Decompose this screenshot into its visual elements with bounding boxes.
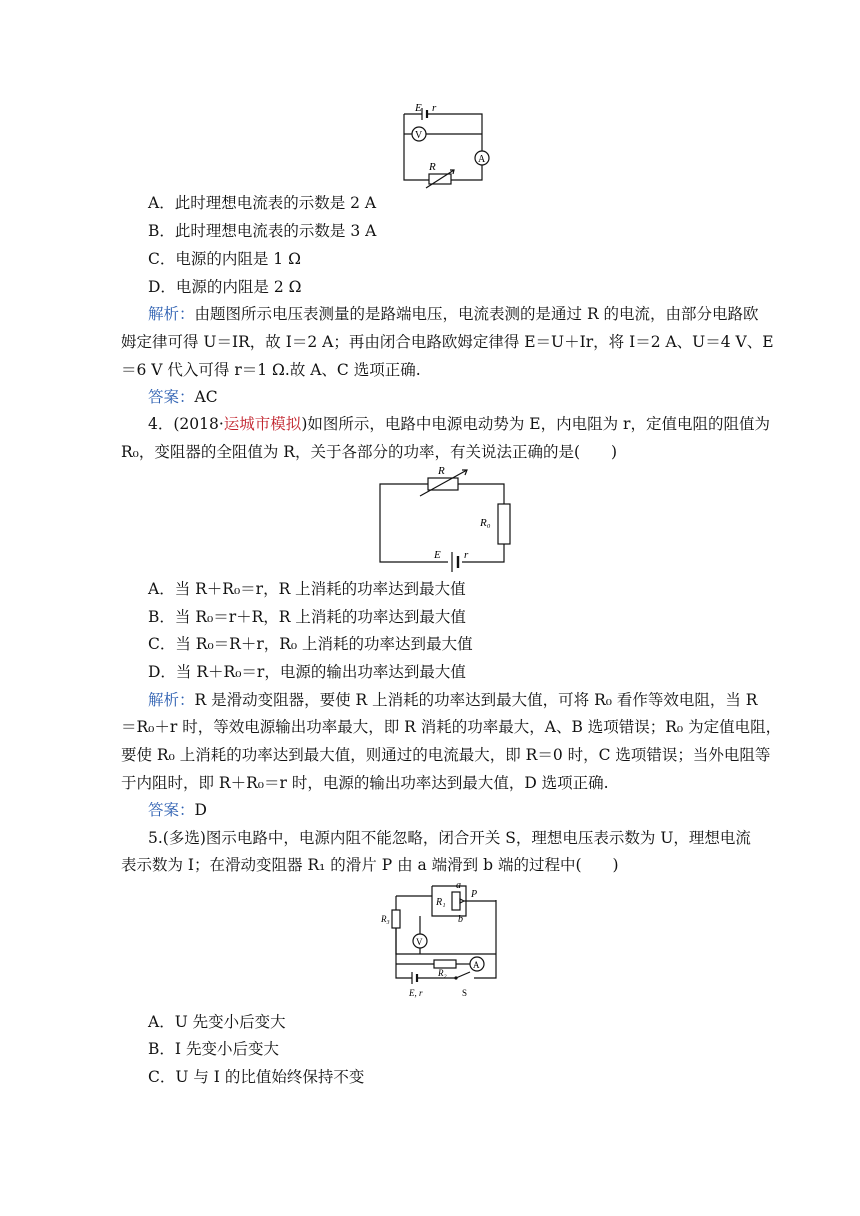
q3-fig-E: E <box>415 102 422 114</box>
q3-analysis-line2: 姆定律可得 U＝IR，故 I＝2 A；再由闭合电路欧姆定律得 E＝U＋Ir，将 I＝2 A、U＝4 V、E <box>121 333 774 351</box>
q3-answer-value: AC <box>194 388 218 406</box>
q4-source: 运城市模拟 <box>223 415 302 433</box>
q4-option-c: C．当 R₀＝R＋r，R₀ 上消耗的功率达到最大值 <box>148 635 473 653</box>
q4-fig-R: R <box>438 465 445 477</box>
q4-analysis-line1: 解析：R 是滑动变阻器，要使 R 上消耗的功率达到最大值，可将 R₀ 看作等效电阻，当 R <box>148 691 758 709</box>
q3-option-b: B．此时理想电流表的示数是 3 A <box>148 222 377 240</box>
q3-analysis-label: 解析： <box>148 305 195 323</box>
q3-fig-r: r <box>432 102 437 114</box>
q4-answer-value: D <box>194 801 207 819</box>
q3-fig-V: V <box>415 130 423 141</box>
q5-fig-V: V <box>416 937 423 947</box>
q5-stem-line2: 表示数为 I；在滑动变阻器 R₁ 的滑片 P 由 a 端滑到 b 端的过程中( ) <box>121 856 619 874</box>
q5-option-c: C．U 与 I 的比值始终保持不变 <box>148 1068 365 1086</box>
q5-fig-R3: R₃ <box>381 914 390 924</box>
q5-fig-A: A <box>473 960 480 970</box>
q3-option-c: C．电源的内阻是 1 Ω <box>148 250 301 268</box>
q5-fig-R1: R₁ <box>436 897 446 908</box>
q3-analysis-line3: ＝6 V 代入可得 r＝1 Ω.故 A、C 选项正确. <box>121 361 421 379</box>
q4-answer <box>148 800 207 820</box>
q4-stem-line2: R₀，变阻器的全阻值为 R，关于各部分的功率，有关说法正确的是( ) <box>121 443 618 461</box>
q3-option-d: D．电源的内阻是 2 Ω <box>148 278 302 296</box>
q5-fig-a: a <box>456 880 461 891</box>
q4-answer-label: 答案： <box>148 801 195 819</box>
q3-option-a: A．此时理想电流表的示数是 2 A <box>148 194 377 212</box>
q5-fig-Er: E, r <box>409 988 423 998</box>
q3-fig-A: A <box>478 154 486 165</box>
q3-fig-R: R <box>429 161 436 173</box>
q4-analysis-line2: ＝R₀＋r 时，等效电源输出功率最大，即 R 消耗的功率最大，A、B 选项错误；R₀ 为定值电阻， <box>121 718 782 736</box>
q3-analysis-line1: 解析：由题图所示电压表测量的是路端电压，电流表测的是通过 R 的电流，由部分电路欧 <box>148 305 759 323</box>
q5-fig-P: P <box>471 889 478 900</box>
q5-option-b: B．I 先变小后变大 <box>148 1040 279 1058</box>
q3-circuit-figure <box>396 100 496 186</box>
q4-circuit-figure <box>370 462 515 577</box>
q4-analysis-label: 解析： <box>148 691 195 709</box>
q4-analysis-line4: 于内阻时，即 R＋R₀＝r 时，电源的输出功率达到最大值，D 选项正确. <box>121 774 609 792</box>
q3-answer <box>148 387 218 407</box>
q4-option-d: D．当 R＋R₀＝r，电源的输出功率达到最大值 <box>148 663 466 681</box>
q4-analysis-line3: 要使 R₀ 上消耗的功率达到最大值，则通过的电流最大，即 R＝0 时，C 选项错误；当外电阻等 <box>121 746 771 764</box>
q5-fig-b: b <box>458 914 463 925</box>
q4-fig-E: E <box>434 549 441 561</box>
q4-stem-line1: 4．(2018·运城市模拟)如图所示，电路中电源电动势为 E，内电阻为 r，定值电阻的阻值为 <box>148 415 770 433</box>
q4-option-b: B．当 R₀＝r＋R，R 上消耗的功率达到最大值 <box>148 608 466 626</box>
q4-option-a: A．当 R＋R₀＝r，R 上消耗的功率达到最大值 <box>148 580 466 598</box>
q4-fig-r: r <box>464 549 469 561</box>
q5-fig-S: S <box>462 988 468 998</box>
q4-fig-R0: R₀ <box>480 517 491 529</box>
q5-circuit-figure <box>382 876 510 1004</box>
q5-fig-R2: R₂ <box>438 968 447 978</box>
q5-stem-line1: 5.(多选)图示电路中，电源内阻不能忽略，闭合开关 S，理想电压表示数为 U，理想电流 <box>148 829 751 847</box>
q5-option-a: A．U 先变小后变大 <box>148 1013 286 1031</box>
q3-answer-label: 答案： <box>148 388 195 406</box>
